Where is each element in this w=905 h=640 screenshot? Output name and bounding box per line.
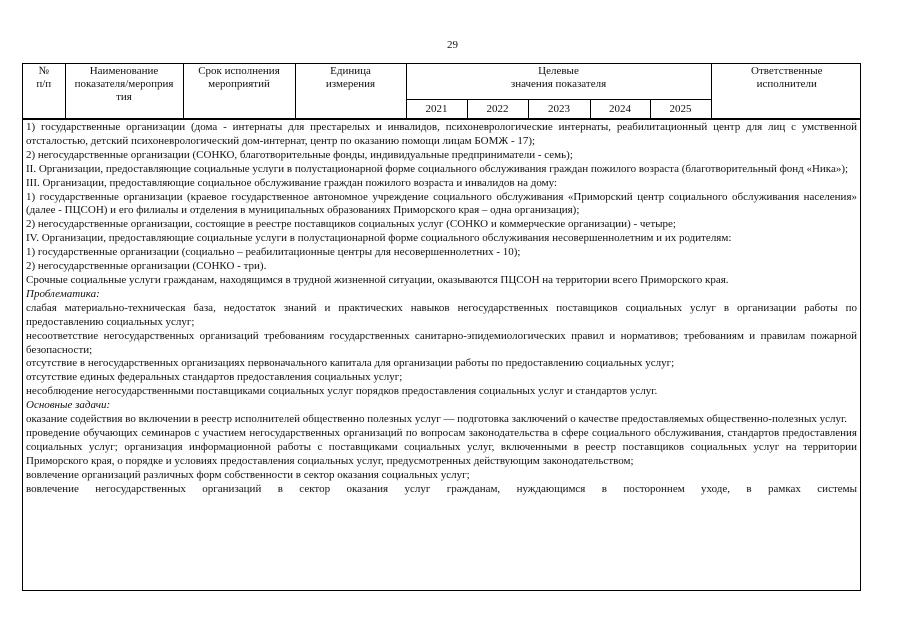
body-paragraph: IV. Организации, предоставляющие социальные услуги в полустационарной форме социального обслуживания несовершеннолетним и их родителям: xyxy=(26,232,732,245)
header-col-deadline-line: мероприятий xyxy=(208,78,270,90)
section-heading: Проблематика: xyxy=(26,287,100,300)
header-col-target-line: значения показателя xyxy=(510,78,607,90)
body-paragraph: отсутствие в негосударственных организациях первоначального капитала для организации работы по предоставлению социальных услуг; xyxy=(26,357,675,370)
body-paragraph: 2) негосударственные организации, состоящие в реестре поставщиков социальных услуг (СОНКО и коммерческие организации) - четыре; xyxy=(26,218,676,231)
body-paragraph: слабая материально-техническая база, недостаток знаний и практических навыков негосударственных поставщиков социальных услуг в организации работы по предоставлению социальных услуг; xyxy=(26,301,857,328)
header-col-unit xyxy=(295,64,406,119)
header-col-target-line: Целевые xyxy=(538,65,579,77)
body-paragraph: 2) негосударственные организации (СОНКО, благотворительные фонды, индивидуальные предприниматели - семь); xyxy=(26,148,573,161)
body-paragraph: 1) государственные организации (дома - интернаты для престарелых и инвалидов, психоневрологические интернаты, реабилитационный центр для лиц с умственной отсталостью, детский психоневрологический дом-интернат, центр по оказанию помощи лицам БОМЖ - 17); xyxy=(26,121,857,147)
body-paragraph: Срочные социальные услуги гражданам, находящимся в трудной жизненной ситуации, оказываются ПЦСОН на территории всего Приморского края. xyxy=(26,273,729,286)
header-year-2025: 2025 xyxy=(650,100,711,119)
document-table xyxy=(22,63,861,591)
header-col-responsible-line: Ответственные xyxy=(751,65,823,77)
table-body-text xyxy=(23,119,860,496)
header-col-number-line: № xyxy=(38,65,49,77)
header-year-2021: 2021 xyxy=(406,100,467,119)
header-col-deadline-line: Срок исполнения xyxy=(198,65,280,77)
header-col-responsible xyxy=(711,64,861,119)
body-paragraph: несоблюдение негосударственными поставщиками социальных услуг порядков предоставления социальных услуг и стандартов услуг. xyxy=(26,385,658,398)
body-paragraph: II. Организации, предоставляющие социальные услуги в полустационарной форме социального обслуживания граждан пожилого возраста (благотворительный фонд «Ника»); xyxy=(26,162,849,175)
header-col-unit-line: измерения xyxy=(325,78,376,90)
section-heading: Основные задачи: xyxy=(26,399,111,412)
body-paragraph: 2) негосударственные организации (СОНКО - три). xyxy=(26,260,267,273)
header-col-name-line: показателя/мероприя xyxy=(74,78,174,90)
header-year-2022: 2022 xyxy=(467,100,528,119)
body-paragraph: III. Организации, предоставляющие социальное обслуживание граждан пожилого возраста и инвалидов на дому: xyxy=(26,176,558,189)
page-number: 29 xyxy=(447,39,458,51)
header-col-target xyxy=(406,64,711,100)
body-paragraph: 1) государственные организации (краевое государственное автономное учреждение социального обслуживания «Приморский центр социального обслуживания населения» (далее - ПЦСОН) и его филиалы и отделения в муниципальных образованиях Приморского края – одна организация); xyxy=(26,190,857,217)
body-paragraph: вовлечение организаций различных форм собственности в сектор оказания социальных услуг; xyxy=(26,468,470,481)
header-year-2024: 2024 xyxy=(590,100,650,119)
body-paragraph: отсутствие единых федеральных стандартов предоставления социальных услуг; xyxy=(26,371,403,384)
header-col-number-line: п/п xyxy=(36,78,52,90)
header-col-name-line: Наименование xyxy=(89,65,159,77)
header-col-name-line: тия xyxy=(116,91,132,103)
header-col-number xyxy=(23,64,65,119)
header-col-deadline xyxy=(183,64,295,119)
body-paragraph: проведение обучающих семинаров с участием негосударственных организаций по вопросам законодательства в сфере социального обслуживания, стандартов предоставления социальных услуг; организация информационной работы с поставщиками социальных услуг, включенными в реестр поставщиков социальных услуг на территории Приморского края, о порядке и условиях предоставления социальных услуг, предусмотренных действующим законодательством; xyxy=(26,426,857,467)
body-paragraph: 1) государственные организации (социально – реабилитационные центры для несовершеннолетних - 10); xyxy=(26,246,521,259)
table-header xyxy=(23,64,861,119)
body-paragraph: несоответствие негосударственных организаций требованиям государственных санитарно-эпидемиологических правил и нормативов; требованиям и правилам пожарной безопасности; xyxy=(26,329,857,356)
body-paragraph: вовлечение негосударственных организаций в сектор оказания услуг гражданам, нуждающимся в постороннем уходе, в рамках системы xyxy=(26,482,857,495)
header-year-2023: 2023 xyxy=(528,100,590,119)
header-col-unit-line: Единица xyxy=(330,65,371,77)
body-paragraph: оказание содействия во включении в реестр исполнителей общественно полезных услуг — подготовка заключений о качестве предоставляемых общественно-полезных услуг. xyxy=(26,413,847,426)
header-col-responsible-line: исполнители xyxy=(756,78,817,90)
header-col-name xyxy=(65,64,183,119)
